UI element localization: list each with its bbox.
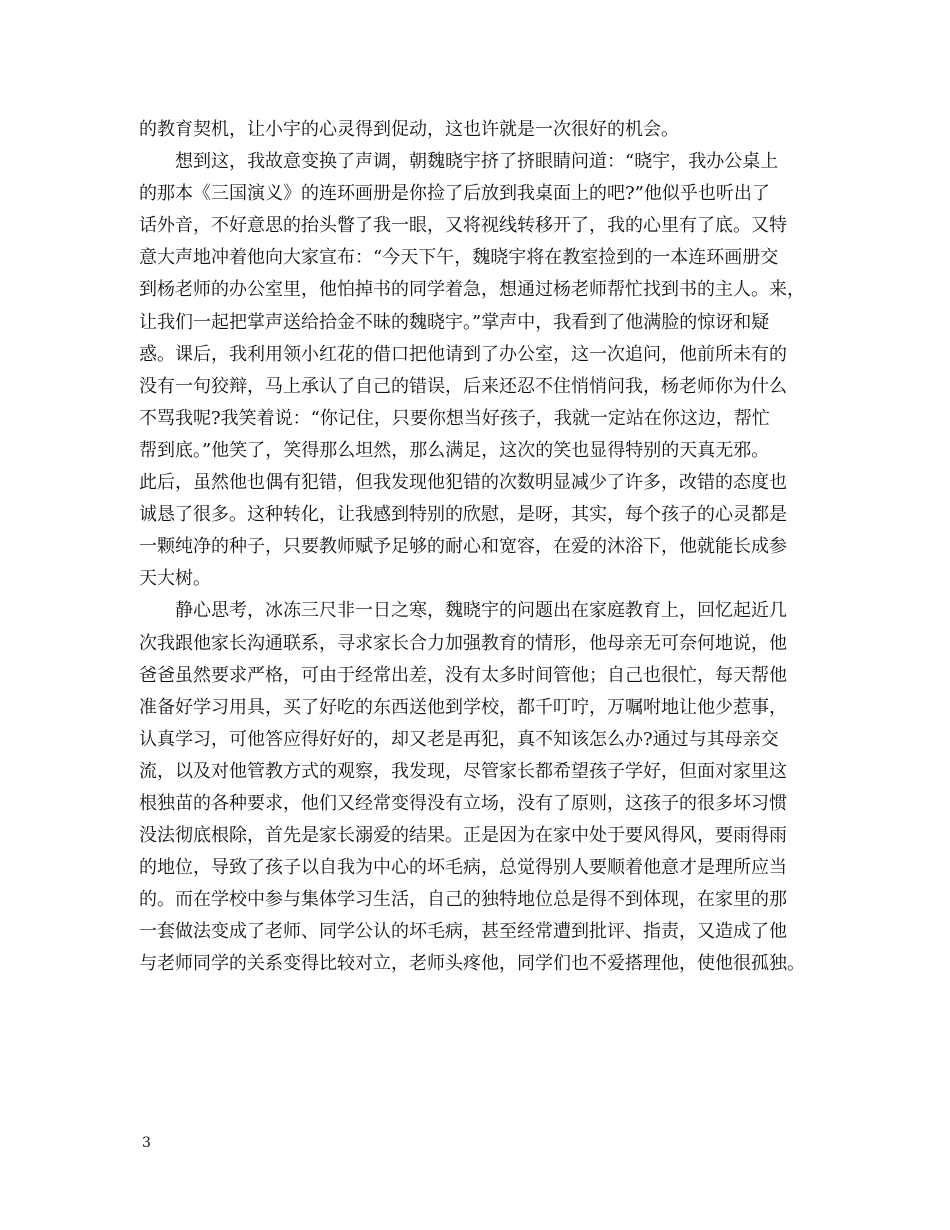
paragraph bbox=[139, 146, 829, 595]
text-line: 的教育契机，让小宇的心灵得到促动，这也许就是一次很好的机会。 bbox=[139, 119, 679, 140]
text-line: 让我们一起把掌声送给拾金不昧的魏晓宇。”掌声中，我看到了他满脸的惊讶和疑 bbox=[139, 311, 770, 333]
text-line: 一套做法变成了老师、同学公认的坏毛病，甚至经常遭到批评、指责，又造成了他 bbox=[139, 921, 787, 943]
text-line: 诚恳了很多。这种转化，让我感到特别的欣慰，是呀，其实，每个孩子的心灵都是 bbox=[139, 504, 787, 526]
text-line: 天大树。 bbox=[139, 568, 211, 590]
text-line: 一颗纯净的种子，只要教师赋予足够的耐心和宽容，在爱的沐浴下，他就能长成参 bbox=[139, 536, 787, 558]
text-line: 话外音，不好意思的抬头瞥了我一眼，又将视线转移开了，我的心里有了底。又特 bbox=[139, 215, 787, 237]
text-line: 认真学习，可他答应得好好的，却又老是再犯，真不知该怎么办?通过与其母亲交 bbox=[139, 728, 779, 750]
text-line: 爸爸虽然要求严格，可由于经常出差，没有太多时间管他；自己也很忙，每天帮他 bbox=[139, 664, 787, 686]
text-line: 此后，虽然他也偶有犯错，但我发现他犯错的次数明显减少了许多，改错的态度也 bbox=[139, 472, 787, 494]
text-line: 帮到底。”他笑了，笑得那么坦然，那么满足，这次的笑也显得特别的天真无邪。 bbox=[139, 439, 770, 461]
text-line: 的。而在学校中参与集体学习生活，自己的独特地位总是得不到体现，在家里的那 bbox=[139, 889, 787, 911]
text-line: 没有一句狡辩，马上承认了自己的错误，后来还忍不住悄悄问我，杨老师你为什么 bbox=[139, 375, 787, 397]
text-line: 的那本《三国演义》的连环画册是你捡了后放到我桌面上的吧?”他似乎也听出了 bbox=[139, 183, 770, 205]
text-line: 根独苗的各种要求，他们又经常变得没有立场，没有了原则，这孩子的很多坏习惯 bbox=[139, 792, 787, 814]
text-line: 静心思考，冰冻三尺非一日之寒，魏晓宇的问题出在家庭教育上，回忆起近几 bbox=[175, 600, 787, 622]
text-line: 惑。课后，我利用领小红花的借口把他请到了办公室，这一次追问，他前所未有的 bbox=[139, 343, 787, 365]
paragraph bbox=[139, 114, 829, 146]
text-line: 没法彻底根除，首先是家长溺爱的结果。正是因为在家中处于要风得风，要雨得雨 bbox=[139, 825, 787, 847]
text-line: 想到这，我故意变换了声调，朝魏晓宇挤了挤眼睛问道：“晓宇，我办公桌上 bbox=[175, 151, 779, 173]
text-line: 准备好学习用具，买了好吃的东西送他到学校，都千叮咛，万嘱咐地让他少惹事， bbox=[139, 696, 787, 718]
paragraph bbox=[139, 595, 829, 980]
body-text bbox=[139, 114, 829, 981]
text-line: 次我跟他家长沟通联系，寻求家长合力加强教育的情形，他母亲无可奈何地说，他 bbox=[139, 632, 787, 654]
page-number: 3 bbox=[142, 1135, 151, 1151]
text-line: 不骂我呢?我笑着说：“你记住，只要你想当好孩子，我就一定站在你这边，帮忙 bbox=[139, 407, 770, 429]
text-line: 意大声地冲着他向大家宣布：“今天下午，魏晓宇将在教室捡到的一本连环画册交 bbox=[139, 247, 779, 269]
text-line: 与老师同学的关系变得比较对立，老师头疼他，同学们也不爱搭理他，使他很孤独。 bbox=[139, 953, 805, 975]
text-line: 流，以及对他管教方式的观察，我发现，尽管家长都希望孩子学好，但面对家里这 bbox=[139, 760, 787, 782]
text-line: 的地位，导致了孩子以自我为中心的坏毛病，总觉得别人要顺着他意才是理所应当 bbox=[139, 857, 787, 879]
text-line: 到杨老师的办公室里，他怕掉书的同学着急，想通过杨老师帮忙找到书的主人。来， bbox=[139, 279, 805, 301]
